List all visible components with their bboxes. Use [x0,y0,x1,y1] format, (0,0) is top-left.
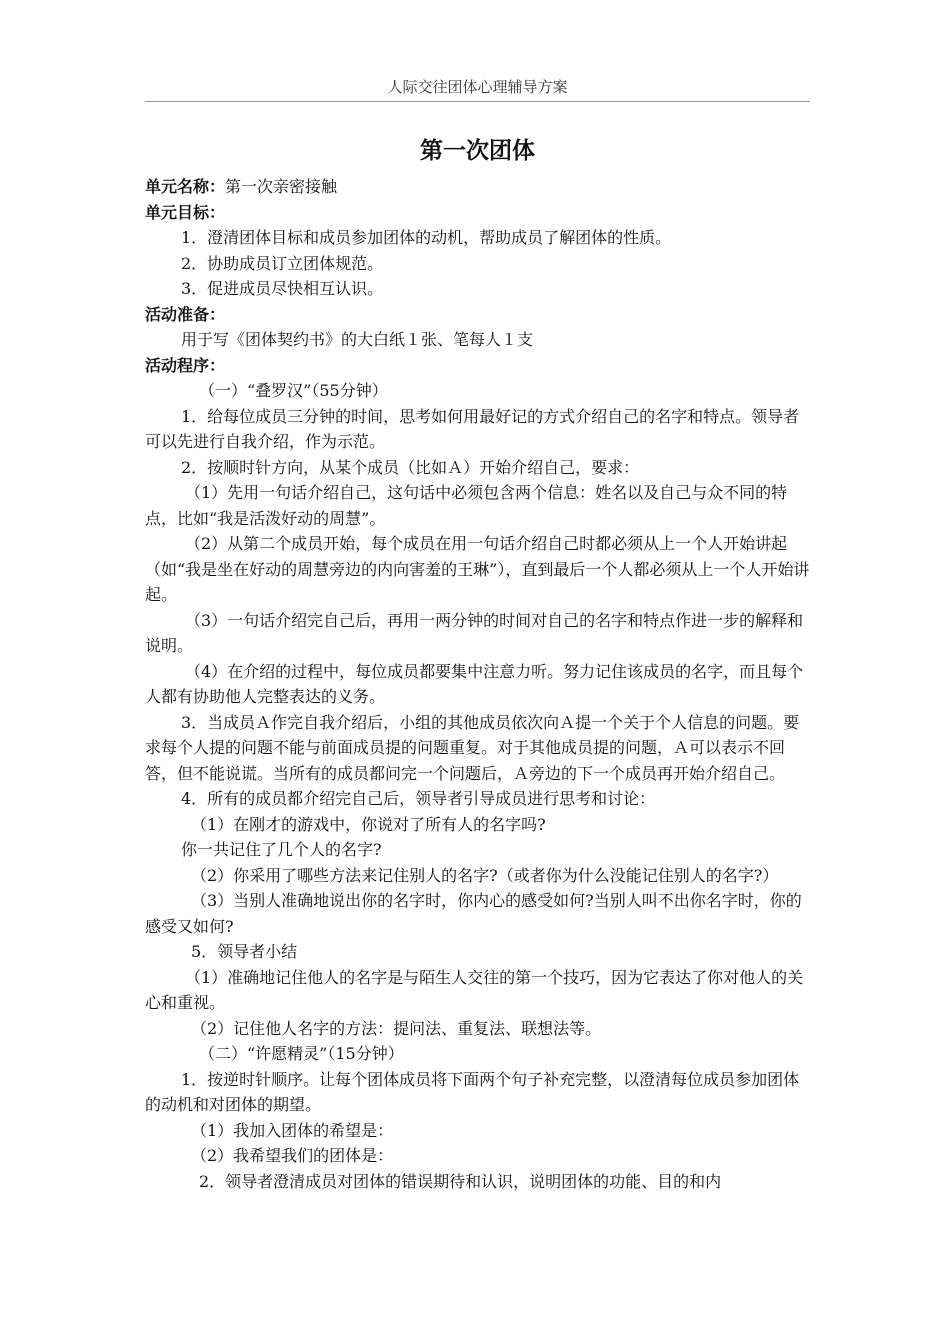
unit-name-line [145,174,810,200]
procedure-paragraph: （3）当别人准确地说出你的名字时，你内心的感受如何?当别人叫不出你名字时，你的感受又如何? [145,891,802,936]
procedure-paragraph: （2）我希望我们的团体是： [191,1146,394,1165]
goal-item: 2．协助成员订立团体规范。 [181,253,384,273]
page-header: 人际交往团体心理辅导方案 [387,78,568,96]
goal-item: 1．澄清团体目标和成员参加团体的动机，帮助成员了解团体的性质。 [181,228,672,247]
procedure-paragraph: （2）记住他人名字的方法：提问法、重复法、联想法等。 [191,1018,602,1038]
document-body [145,174,810,1194]
procedure-paragraph: （4）在介绍的过程中，每位成员都要集中注意力听。努力记住该成员的名字，而且每个人都有协助他人完整表达的义务。 [145,661,804,706]
section-heading: （二）“许愿精灵”（15分钟） [199,1044,404,1063]
goal-item: 3．促进成员尽快相互认识。 [181,279,384,298]
procedure-paragraph: （2）从第二个成员开始，每个成员在用一句话介绍自己时都必须从上一个人开始讲起（如“我是坐在好动的周慧旁边的内向害羞的王琳”），直到最后一个人都必须从上一个人开始讲起。 [145,534,810,604]
procedure-paragraph: （1）我加入团体的希望是： [191,1120,394,1140]
header-rule [145,101,810,102]
procedure-paragraph: 1．给每位成员三分钟的时间，思考如何用最好记的方式介绍自己的名字和特点。领导者可以先进行自我介绍，作为示范。 [145,406,800,451]
unit-goal-label: 单元目标： [145,202,226,222]
section-heading: （一）“叠罗汉”（55分钟） [199,381,388,400]
prep-label: 活动准备： [145,304,226,324]
procedure-paragraph: 你一共记住了几个人的名字? [181,840,382,859]
procedure-paragraph: 2．按顺时针方向，从某个成员（比如Ａ）开始介绍自己，要求： [181,457,640,477]
procedure-paragraph: （3）一句话介绍完自己后，再用一两分钟的时间对自己的名字和特点作进一步的解释和说明。 [145,610,804,655]
procedure-paragraph: 1．按逆时针顺序。让每个团体成员将下面两个句子补充完整，以澄清每位成员参加团体的动机和对团体的期望。 [145,1069,800,1114]
prep-text: 用于写《团体契约书》的大白纸１张、笔每人１支 [181,330,534,349]
procedure-paragraph: 4．所有的成员都介绍完自己后，领导者引导成员进行思考和讨论： [181,789,656,808]
procedure-label: 活动程序： [145,355,226,375]
procedure-paragraph: 3．当成员Ａ作完自我介绍后，小组的其他成员依次向Ａ提一个关于个人信息的问题。要求每个人提的问题不能与前面成员提的问题重复。对于其他成员提的问题，Ａ可以表示不回答，但不能说谎。当所有的成员都问完一个问题后，Ａ旁边的下一个成员再开始介绍自己。 [145,712,800,783]
page-title: 第一次团体 [420,138,535,164]
unit-name-value: 第一次亲密接触 [225,177,338,196]
procedure-paragraph: （1）先用一句话介绍自己，这句话中必须包含两个信息：姓名以及自己与众不同的特点，比如“我是活泼好动的周慧”。 [145,483,788,528]
procedure-paragraph: （1）准确地记住他人的名字是与陌生人交往的第一个技巧，因为它表达了你对他人的关心和重视。 [145,967,804,1012]
procedure-paragraph: （1）在刚才的游戏中，你说对了所有人的名字吗? [191,814,546,834]
procedure-paragraph: 5．领导者小结 [191,942,298,961]
procedure-paragraph: （2）你采用了哪些方法来记住别人的名字?（或者你为什么没能记住别人的名字?） [191,865,779,885]
procedure-paragraph: 2．领导者澄清成员对团体的错误期待和认识，说明团体的功能、目的和内 [199,1171,722,1191]
unit-name-label: 单元名称： [145,177,226,196]
